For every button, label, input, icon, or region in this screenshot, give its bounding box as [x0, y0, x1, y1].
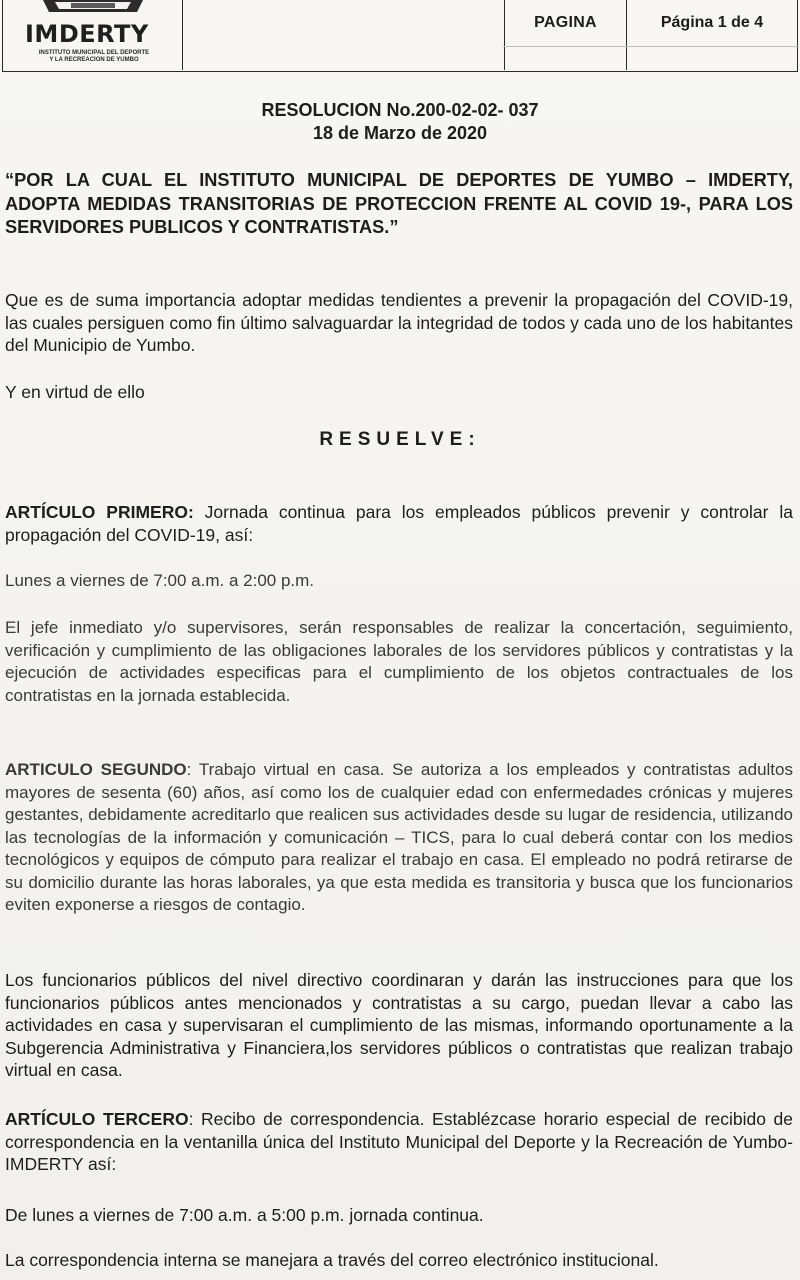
logo-emblem-icon	[41, 0, 145, 16]
header-blank-cell	[183, 0, 505, 70]
article-1-schedule: Lunes a viernes de 7:00 a.m. a 2:00 p.m.	[5, 571, 315, 590]
article-3-text: : Recibo de correspondencia. Establézcase horario especial de recibido de correspondencia en la ventanilla única del Instituto Municipal del Deporte y la Recreación de Yumbo-IMDERTY así:	[5, 1109, 794, 1174]
article-3-heading: ARTÍCULO TERCERO	[5, 1109, 189, 1129]
intro-paragraph: Que es de suma importancia adoptar medidas tendientes a prevenir la propagación del COVID-19, las cuales persiguen como fin último salvaguardar la integridad de todos y cada uno de los habitantes del Municipio de Yumbo.	[5, 290, 793, 355]
article-2-paragraph-2: Los funcionarios públicos del nivel directivo coordinaran y darán las instrucciones para que los funcionarios públicos antes mencionados y contratistas a su cargo, puedan llevar a cabo las actividades en casa y supervisaran el cumplimiento de las mismas, informando oportunamente a la Subgerencia Administrativa y Financiera,los servidores públicos o contratistas que realizan trabajo virtual en casa.	[5, 970, 793, 1080]
article-1-text: Jornada continua para los empleados públicos prevenir y controlar la propagación del COVID-19, así:	[5, 502, 793, 545]
article-2-heading: ARTICULO SEGUNDO	[5, 760, 187, 779]
logo-subtitle-line2: Y LA RECREACION DE YUMBO	[49, 57, 139, 63]
page-number-cell	[627, 0, 797, 70]
resolution-date: 18 de Marzo de 2020	[312, 123, 488, 143]
pagina-label: PAGINA	[534, 14, 597, 31]
intro-virtue-line: Y en virtud de ello	[5, 382, 145, 402]
resuelve-heading: RESUELVE:	[319, 429, 481, 450]
article-3	[5, 1108, 793, 1176]
resolution-title: “POR LA CUAL EL INSTITUTO MUNICIPAL DE DEPORTES DE YUMBO – IMDERTY, ADOPTA MEDIDAS TRANSITORIAS DE PROTECCION FRENTE AL COVID 19-, PARA LOS SERVIDORES PUBLICOS Y CONTRATISTAS.”	[5, 170, 793, 237]
article-2	[5, 759, 793, 917]
logo-wordmark: IMDERTY	[25, 20, 149, 48]
resolution-number: RESOLUCION No.200-02-02- 037	[261, 100, 539, 120]
logo-cell	[3, 0, 183, 70]
article-1-paragraph-2: El jefe inmediato y/o supervisores, serán responsables de realizar la concertación, seguimiento, verificación y cumplimiento de las obligaciones laborales de los servidores públicos y contratistas y la ejecución de actividades especificas para el cumplimiento de los objetos contractuales de los contratistas en la jornada establecida.	[5, 618, 793, 705]
article-3-schedule: De lunes a viernes de 7:00 a.m. a 5:00 p.m. jornada continua.	[5, 1205, 484, 1225]
article-2-text: : Trabajo virtual en casa. Se autoriza a los empleados y contratistas adultos mayores de sesenta (60) años, así como los de cualquier edad con enfermedades crónicas y mujeres gestantes, debidamente acreditarlo que realicen sus actividades desde su lugar de residencia, utilizando las tecnologías de la información y comunicación – TICS, para lo cual deberá contar con los medios tecnológicos y equipos de cómputo para realizar el trabajo en casa. El empleado no podrá retirarse de su domicilio durante las horas laborales, ya que esta medida es transitoria y busca que los funcionarios eviten exponerse a riesgos de contagio.	[5, 760, 793, 914]
pagina-cell	[505, 0, 627, 70]
header-divider	[503, 46, 799, 47]
page-indicator: Página 1 de 4	[660, 14, 764, 31]
logo-subtitle-line1: INSTITUTO MUNICIPAL DEL DEPORTE	[38, 50, 150, 56]
article-1-heading: ARTÍCULO PRIMERO:	[5, 502, 194, 522]
article-3-paragraph-2: La correspondencia interna se manejara a través del correo electrónico institucional.	[5, 1250, 659, 1270]
article-1	[5, 501, 793, 546]
document-header	[2, 0, 798, 72]
